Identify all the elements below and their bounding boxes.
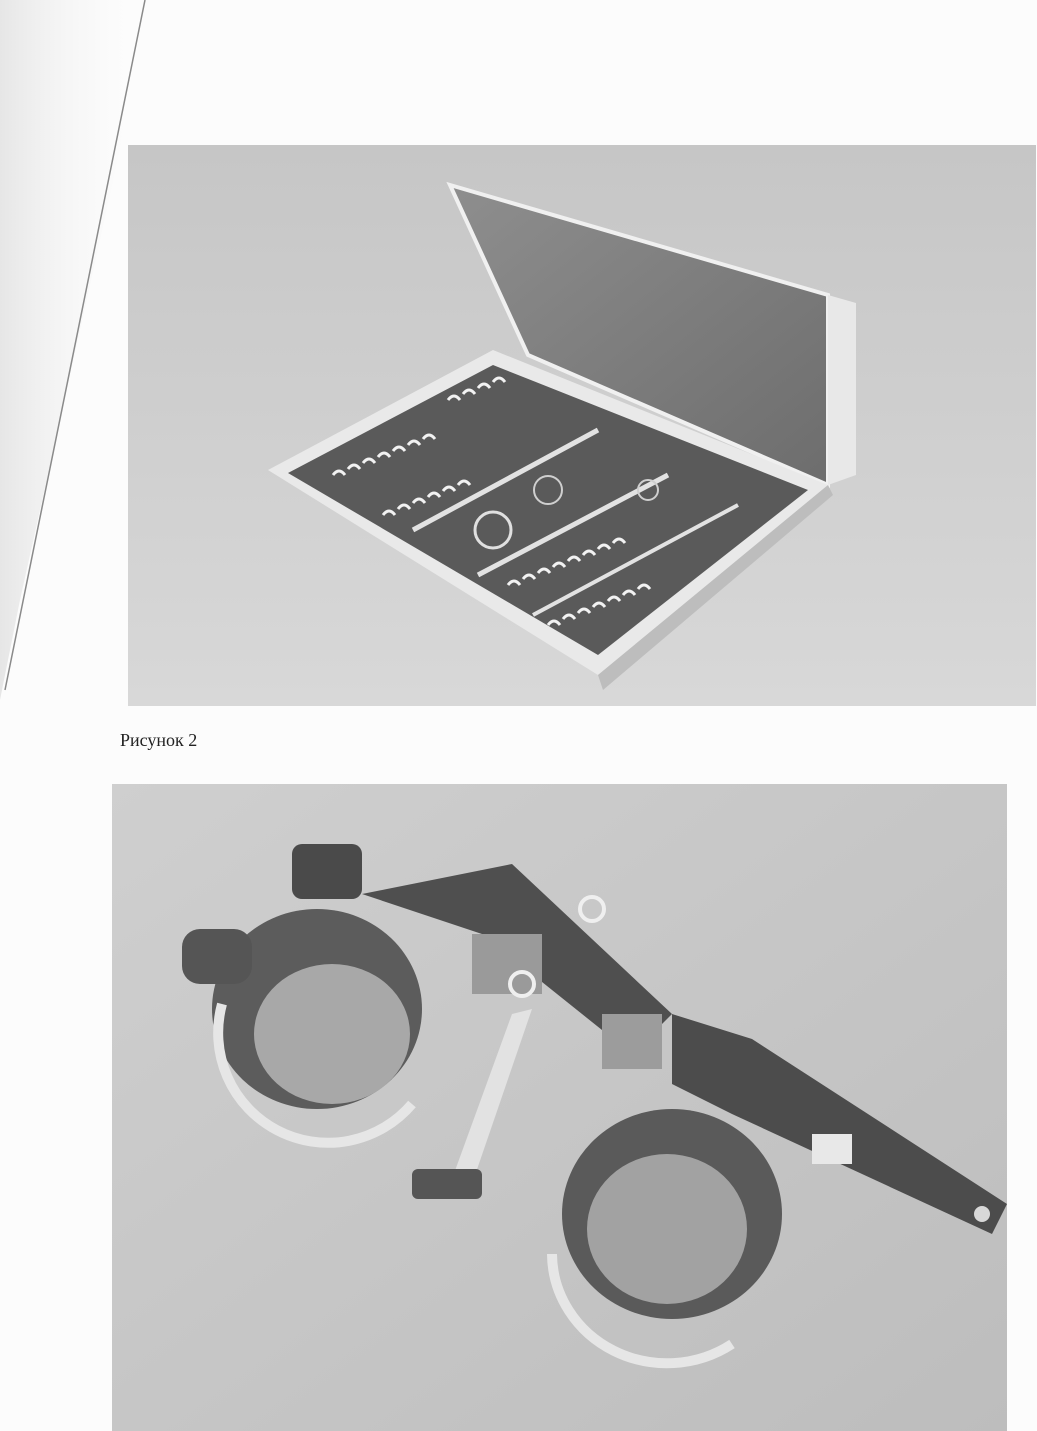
trial-frame-illustration (112, 784, 1007, 1431)
caption-fade-overlay (218, 724, 1037, 766)
lens-case-photo (128, 145, 1036, 706)
lens-case-illustration (128, 145, 1036, 706)
figure-caption: Рисунок 2 (120, 730, 198, 750)
trial-frame-photo (112, 784, 1007, 1431)
